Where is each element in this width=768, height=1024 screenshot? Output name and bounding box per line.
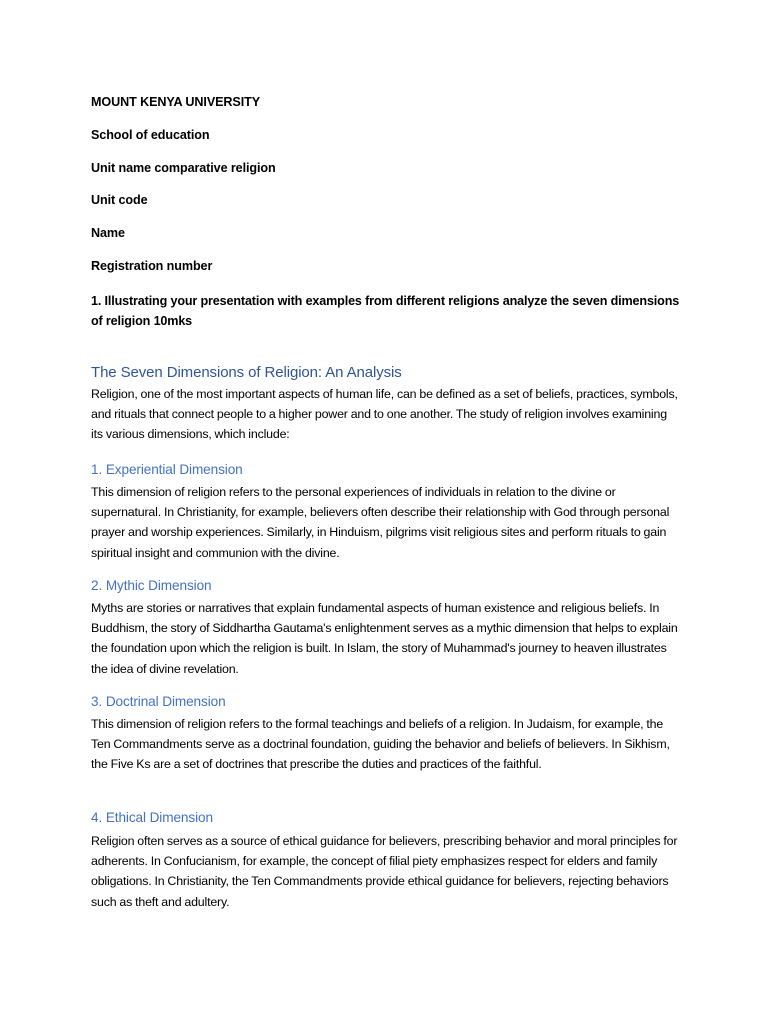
school-name: School of education (91, 128, 210, 142)
section-heading-doctrinal: 3. Doctrinal Dimension (91, 694, 226, 709)
section-heading-experiential: 1. Experiential Dimension (91, 462, 243, 477)
section-body-mythic: Myths are stories or narratives that explain fundamental aspects of human existence and religious beliefs. In Buddhism, the story of Siddhartha Gautama's enlightenment serves as a mythic dimension that helps to explain the foundation upon which the religion is built. In Islam, the story of Muhammad's journey to heaven illustrates the idea of divine revelation. (91, 601, 678, 676)
assignment-question: 1. Illustrating your presentation with examples from different religions analyze the seven dimensions of religion 10mks (91, 294, 680, 328)
unit-code: Unit code (91, 193, 148, 207)
university-name: MOUNT KENYA UNIVERSITY (91, 95, 261, 109)
section-body-ethical: Religion often serves as a source of ethical guidance for believers, prescribing behavior and moral principles for adherents. In Confucianism, for example, the concept of filial piety emphasizes respect for elders and family obligations. In Christianity, the Ten Commandments provide ethical guidance for believers, rejecting behaviors such as theft and adultery. (91, 834, 678, 909)
registration-number: Registration number (91, 259, 213, 273)
essay-title: The Seven Dimensions of Religion: An Analysis (91, 364, 402, 381)
section-heading-ethical: 4. Ethical Dimension (91, 810, 213, 825)
unit-name: Unit name comparative religion (91, 161, 276, 175)
essay-intro: Religion, one of the most important aspects of human life, can be defined as a set of beliefs, practices, symbols, and rituals that connect people to a higher power and to one another. The study of religion involves examining its various dimensions, which include: (91, 387, 678, 442)
section-body-doctrinal: This dimension of religion refers to the formal teachings and beliefs of a religion. In Judaism, for example, the Ten Commandments serve as a doctrinal foundation, guiding the behavior and beliefs of believers. In Sikhism, the Five Ks are a set of doctrines that prescribe the duties and practices of the faithful. (91, 717, 670, 772)
student-name: Name (91, 226, 125, 240)
section-body-experiential: This dimension of religion refers to the personal experiences of individuals in relation to the divine or supernatural. In Christianity, for example, believers often describe their relationship with God through personal prayer and worship experiences. Similarly, in Hinduism, pilgrims visit religious sites and perform rituals to gain spiritual insight and communion with the divine. (91, 485, 670, 560)
section-heading-mythic: 2. Mythic Dimension (91, 578, 212, 593)
